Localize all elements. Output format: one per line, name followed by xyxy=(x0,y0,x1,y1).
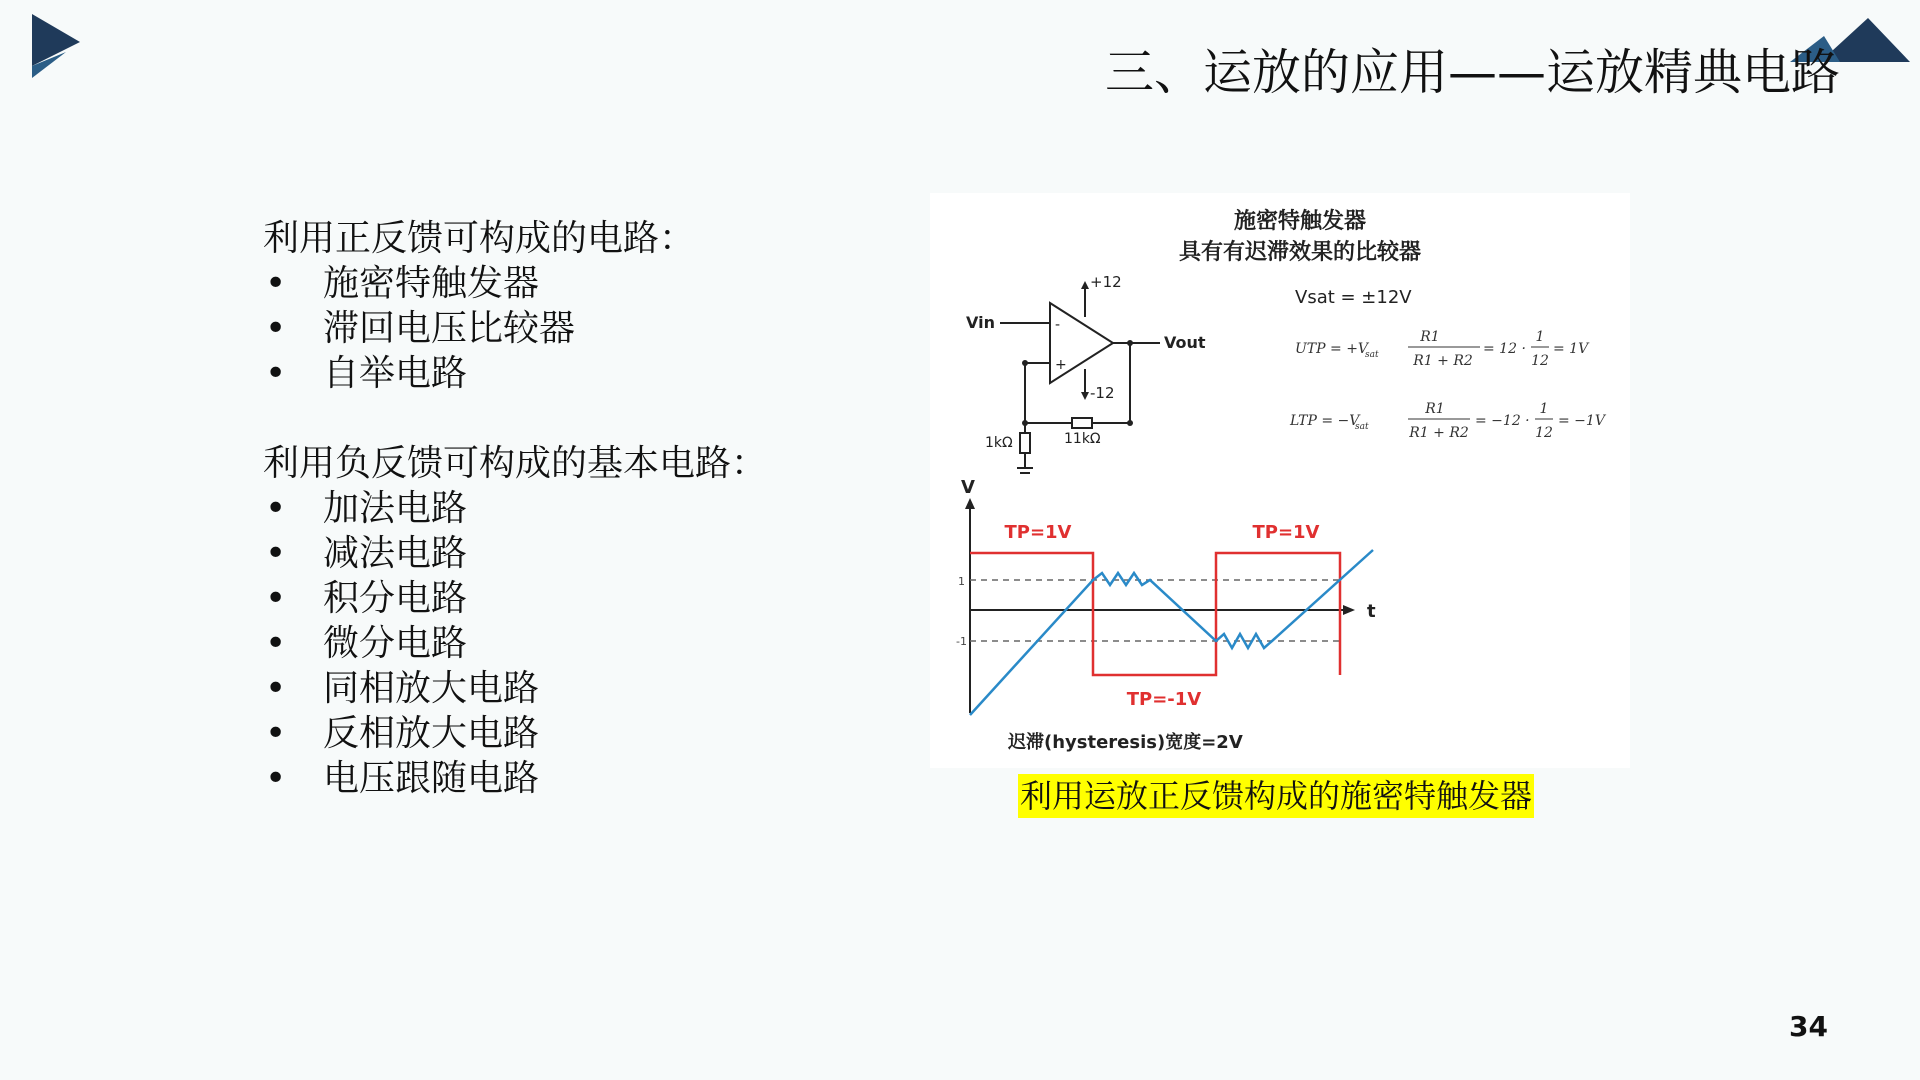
list-item: • 积分电路 xyxy=(265,578,468,619)
svg-text:12: 12 xyxy=(1535,425,1553,441)
list-item: • 反相放大电路 xyxy=(265,713,540,754)
figure-title-1: 施密特触发器 xyxy=(1233,209,1367,234)
v-axis-label: V xyxy=(961,477,975,498)
svg-text:= −1V: = −1V xyxy=(1558,413,1605,429)
tick-neg1: -1 xyxy=(956,635,967,648)
svg-text:= 1V: = 1V xyxy=(1553,341,1589,357)
play-triangle-logo-icon xyxy=(30,12,90,82)
vee-label: -12 xyxy=(1090,384,1115,402)
bullet-content xyxy=(263,216,767,801)
tp-pos-label-1: TP=1V xyxy=(1004,522,1072,543)
tick-pos1: 1 xyxy=(958,575,965,588)
page-title: 三、运放的应用——运放精典电路 xyxy=(1104,44,1840,101)
svg-text:R1: R1 xyxy=(1425,401,1445,417)
list-item: • 减法电路 xyxy=(265,533,468,574)
hysteresis-label: 迟滞(hysteresis)宽度=2V xyxy=(1008,732,1243,753)
tp-neg-label: TP=-1V xyxy=(1126,689,1202,710)
svg-text:= 12 ·: = 12 · xyxy=(1483,341,1526,357)
list-item: • 微分电路 xyxy=(265,623,468,664)
list-item: • 加法电路 xyxy=(265,488,468,529)
list-item: • 自举电路 xyxy=(265,353,468,394)
hysteresis-waveform xyxy=(956,477,1376,753)
figure-caption: 利用运放正反馈构成的施密特触发器 xyxy=(1018,774,1534,818)
vout-label: Vout xyxy=(1164,333,1206,352)
svg-text:R1 + R2: R1 + R2 xyxy=(1409,425,1469,441)
svg-text:UTP = +V: UTP = +V xyxy=(1295,341,1369,357)
svg-text:1: 1 xyxy=(1539,401,1549,417)
list-item: • 滞回电压比较器 xyxy=(265,308,576,349)
r2-label: 11kΩ xyxy=(1064,431,1101,447)
page-number: 34 xyxy=(1789,1010,1828,1043)
svg-text:sat: sat xyxy=(1355,422,1369,432)
r1-label: 1kΩ xyxy=(985,435,1013,451)
vsat-label: Vsat = ±12V xyxy=(1295,287,1412,308)
t-axis-label: t xyxy=(1367,601,1376,622)
schmitt-trigger-figure xyxy=(930,193,1630,768)
inv-input-sign: - xyxy=(1055,317,1061,333)
positive-feedback-heading: 利用正反馈可构成的电路： xyxy=(263,218,696,259)
list-item: • 电压跟随电路 xyxy=(265,758,540,799)
ltp-formula xyxy=(1289,401,1607,441)
svg-text:R1: R1 xyxy=(1420,329,1440,345)
vin-label: Vin xyxy=(966,313,995,332)
figure-title-2: 具有有迟滞效果的比较器 xyxy=(1178,240,1422,265)
svg-text:1: 1 xyxy=(1535,329,1545,345)
svg-text:sat: sat xyxy=(1365,350,1379,360)
svg-text:12: 12 xyxy=(1531,353,1549,369)
vcc-label: +12 xyxy=(1090,273,1122,291)
tp-pos-label-2: TP=1V xyxy=(1252,522,1320,543)
svg-text:LTP = −V: LTP = −V xyxy=(1290,413,1360,429)
list-item: • 施密特触发器 xyxy=(265,263,540,304)
noninv-input-sign: + xyxy=(1055,357,1067,373)
schmitt-trigger-diagram xyxy=(930,193,1630,768)
utp-formula xyxy=(1295,329,1590,369)
negative-feedback-heading: 利用负反馈可构成的基本电路： xyxy=(263,443,768,484)
list-item: • 同相放大电路 xyxy=(265,668,540,709)
svg-text:R1 + R2: R1 + R2 xyxy=(1413,353,1473,369)
svg-text:= −12 ·: = −12 · xyxy=(1475,413,1530,429)
